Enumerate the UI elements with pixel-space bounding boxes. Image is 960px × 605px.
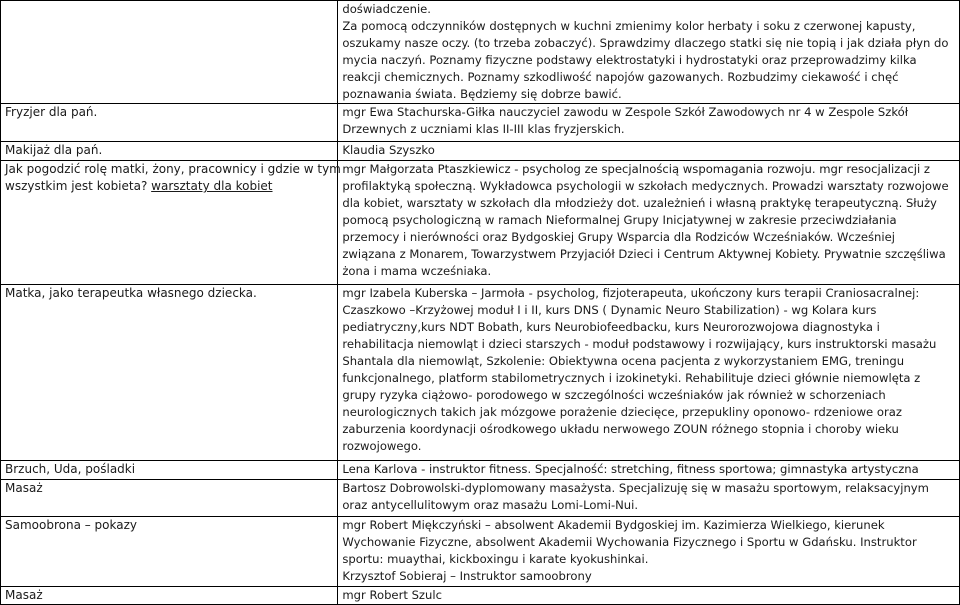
- description-cell: [338, 104, 960, 142]
- description-cell: [338, 517, 960, 587]
- topic-label: Jak pogodzić rolę matki, żony, pracownicy i gdzie w tym: [5, 162, 341, 176]
- text-line: doświadczenie.: [342, 2, 431, 16]
- topic-label: Fryzjer dla pań.: [5, 105, 98, 119]
- description-cell: [338, 161, 960, 285]
- text-line: oraz antycellulitowym oraz masażu Lomi-Lomi-Nui.: [342, 498, 639, 512]
- text-line: rehabilitacja niemowląt i dzieci starszych - moduł podstawowy i rozwijający, kurs instruktorski masażu: [342, 337, 937, 351]
- table-row: [1, 461, 960, 480]
- topic-label: Masaż: [5, 481, 43, 495]
- topic-label: Masaż: [5, 588, 43, 602]
- table-row: [1, 480, 960, 517]
- text-line: Shantala dla niemowląt, Szkolenie: Obiektywna ocena pacjenta z wykorzystaniem EMG, treningu: [342, 354, 905, 368]
- text-line: Wychowanie Fizyczne, absolwent Akademii Wychowania Fizycznego i Sportu w Gdańsku. Instruktor: [342, 535, 917, 549]
- description-cell: [338, 1, 960, 104]
- topic-cell: [1, 517, 338, 587]
- table-row: [1, 104, 960, 142]
- description-cell: [338, 285, 960, 461]
- table-row: [1, 161, 960, 285]
- topic-cell: [1, 104, 338, 142]
- text-line: Bartosz Dobrowolski-dyplomowany masażysta. Specjalizuję się w masażu sportowym, relaksacyjnym: [342, 481, 929, 495]
- text-line: profilaktyką społeczną. Wykładowca psychologii w szkołach medycznych. Prowadzi warsztaty rozwojowe: [342, 179, 949, 193]
- description-cell: [338, 587, 960, 605]
- table-row: [1, 587, 960, 605]
- text-line: Za pomocą odczynników dostępnych w kuchni zmienimy kolor herbaty i soku z czerwonej kapusty,: [342, 19, 916, 33]
- topic-cell: [1, 285, 338, 461]
- description-cell: [338, 480, 960, 517]
- topic-label: wszystkim jest kobieta?: [5, 179, 148, 193]
- topic-cell: [1, 587, 338, 605]
- table-row: [1, 517, 960, 587]
- topic-cell: [1, 142, 338, 161]
- topic-label: Matka, jako terapeutka własnego dziecka.: [5, 286, 257, 300]
- text-line: mycia naczyń. Poznamy fizyczne podstawy elektrostatyki i hydrostatyki oraz przeprowadzimy kilka: [342, 53, 917, 67]
- topic-cell: [1, 480, 338, 517]
- text-line: rozwojowego.: [342, 439, 422, 453]
- topic-cell: [1, 461, 338, 480]
- topic-label: Brzuch, Uda, pośladki: [5, 462, 136, 476]
- text-line: poznawania świata. Będziemy się dobrze bawić.: [342, 87, 622, 101]
- topic-label-line2: [5, 178, 333, 195]
- table-row: [1, 1, 960, 104]
- topic-cell: [1, 1, 338, 104]
- description-cell: [338, 461, 960, 480]
- text-line: dla kobiet, warsztaty w szkołach dla młodzieży dot. uzależnień i własną praktykę terapeutyczną. Służy: [342, 196, 937, 210]
- table-row: [1, 142, 960, 161]
- text-line: mgr Robert Szulc: [342, 588, 442, 602]
- text-line: mgr Małgorzata Ptaszkiewicz - psycholog ze specjalnością wspomagania rozwoju. mgr resocjalizacji z: [342, 162, 931, 176]
- text-line: Czaszkowo –Krzyżowej moduł I i II, kurs DNS ( Dynamic Neuro Stabilization) - wg Kolara kurs: [342, 303, 877, 317]
- text-line: mgr Izabela Kuberska – Jarmoła - psycholog, fizjoterapeuta, ukończony kurs terapii Craniosacralnej:: [342, 286, 920, 300]
- topic-label: Makijaż dla pań.: [5, 143, 103, 157]
- text-line: grupy ryzyka ciążowo- porodowego w szczególności wcześniaków jak również w schorzeniach: [342, 388, 886, 402]
- text-line: Drzewnych z uczniami klas II-III klas fryzjerskich.: [342, 122, 625, 136]
- text-line: zaburzenia koordynacji ośrodkowego układu nerwowego ZOUN różnego stopnia i choroby wieku: [342, 422, 899, 436]
- text-line: pomocą psychologiczną w ramach Nieformalnej Grupy Inicjatywnej w zakresie przeciwdziałania: [342, 213, 897, 227]
- text-line: Krzysztof Sobieraj – Instruktor samoobrony: [342, 569, 592, 583]
- text-line: sportu: muaythai, kickboxingu i karate kyokushinkai.: [342, 552, 649, 566]
- topic-cell: [1, 161, 341, 285]
- text-line: pediatryczny,kurs NDT Bobath, kurs Neurobiofeedbacku, kurs Neurorozwojowa diagnostyka i: [342, 320, 880, 334]
- text-line: mgr Robert Miękczyński – absolwent Akademii Bydgoskiej im. Kazimierza Wielkiego, kierunek: [342, 518, 885, 532]
- description-cell: [338, 142, 960, 161]
- text-line: Lena Karlova - instruktor fitness. Specjalność: stretching, fitness sportowa; gimnastyka artystyczna: [342, 462, 919, 476]
- topic-label: Samoobrona – pokazy: [5, 518, 138, 532]
- text-line: oszukamy nasze oczy. (to trzeba zobaczyć). Sprawdzimy dlaczego statki się nie topią i jak działa płyn do: [342, 36, 949, 50]
- text-line: Klaudia Szyszko: [342, 143, 435, 157]
- text-line: reakcji chemicznych. Poznamy szkodliwość napojów gazowanych. Rozbudzimy ciekawość i chęć: [342, 70, 899, 84]
- text-line: żona i mama wcześniaka.: [342, 264, 492, 278]
- text-line: mgr Ewa Stachurska-Giłka nauczyciel zawodu w Zespole Szkół Zawodowych nr 4 w Zespole Szkół: [342, 105, 909, 119]
- text-line: neurologicznych takich jak mózgowe porażenie dziecięce, przepukliny oponowo- rdzeniowe oraz: [342, 405, 902, 419]
- table-row: [1, 285, 960, 461]
- workshop-link[interactable]: warsztaty dla kobiet: [151, 179, 273, 193]
- text-line: przemocy i nierówności oraz Bydgoskiej Grupy Wsparcia dla Rodziców Wcześniaków. Wcześniej: [342, 230, 895, 244]
- text-line: funkcjonalnego, platform stabilometrycznych i izokinetyki. Rehabilituje dzieci głównie niemowlęta z: [342, 371, 921, 385]
- text-line: związana z Monarem, Towarzystwem Przyjaciół Dzieci i Centrum Aktywnej Kobiety. Prywatnie szczęśliwa: [342, 247, 946, 261]
